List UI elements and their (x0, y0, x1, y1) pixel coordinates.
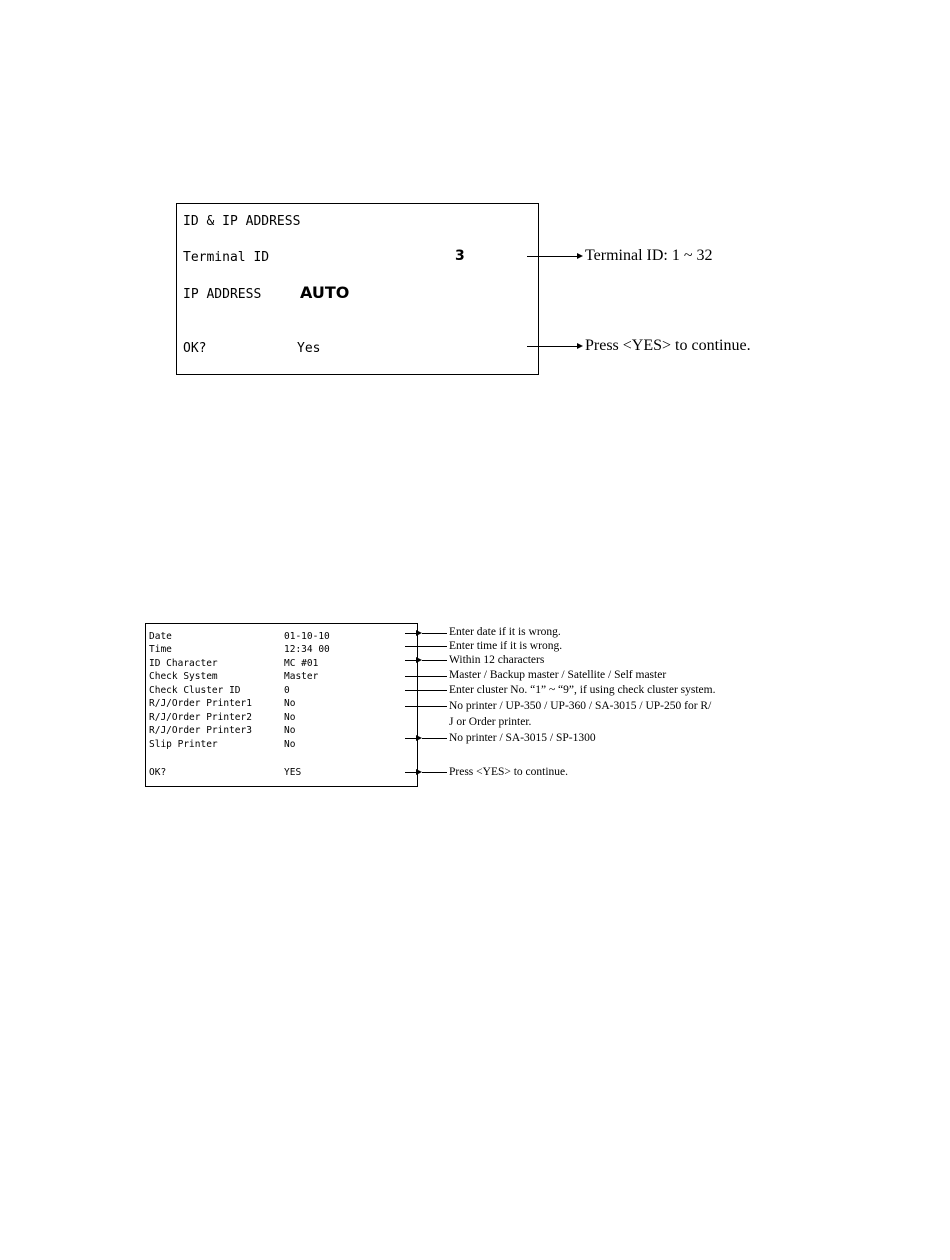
callout-line (405, 772, 416, 773)
callout-line (422, 660, 447, 661)
printer1-label: R/J/Order Printer1 (149, 698, 252, 709)
note-time: Enter time if it is wrong. (449, 640, 563, 652)
printer3-value[interactable]: No (284, 725, 296, 736)
printer1-value[interactable]: No (284, 698, 296, 709)
screen-title: ID & IP ADDRESS (183, 214, 301, 229)
callout-line (405, 738, 416, 739)
terminal-id-label: Terminal ID (183, 250, 270, 265)
check-system-label: Check System (149, 671, 218, 682)
terminal-id-value[interactable]: 3 (455, 248, 465, 264)
check-system-value[interactable]: Master (284, 671, 319, 682)
ok-value[interactable]: Yes (297, 341, 321, 356)
callout-line (422, 633, 447, 634)
arrow-icon (577, 253, 583, 259)
note-check-cluster: Enter cluster No. “1” ~ “9”, if using check cluster system. (449, 684, 716, 696)
ok-label: OK? (149, 767, 167, 778)
note-date: Enter date if it is wrong. (449, 626, 561, 638)
ip-address-value[interactable]: AUTO (300, 283, 350, 302)
callout-line (527, 346, 577, 347)
check-cluster-id-value[interactable]: 0 (284, 685, 290, 696)
ip-address-label: IP ADDRESS (183, 287, 262, 302)
id-character-label: ID Character (149, 658, 218, 669)
time-value[interactable]: 12:34 00 (284, 644, 330, 655)
note-id-character: Within 12 characters (449, 654, 545, 666)
note-rj-printer-cont: J or Order printer. (449, 716, 532, 728)
callout-line (422, 772, 447, 773)
ok-value[interactable]: YES (284, 767, 302, 778)
arrow-icon (577, 343, 583, 349)
slip-printer-label: Slip Printer (149, 739, 218, 750)
note-press-yes: Press <YES> to continue. (585, 337, 751, 354)
date-label: Date (149, 631, 172, 642)
note-rj-printer: No printer / UP-350 / UP-360 / SA-3015 / UP-250 for R/ (449, 700, 712, 712)
callout-line (405, 646, 447, 647)
callout-line (405, 660, 416, 661)
date-value[interactable]: 01-10-10 (284, 631, 330, 642)
slip-printer-value[interactable]: No (284, 739, 296, 750)
note-check-system: Master / Backup master / Satellite / Self master (449, 669, 667, 681)
callout-line (422, 738, 447, 739)
callout-line (405, 690, 447, 691)
printer2-label: R/J/Order Printer2 (149, 712, 252, 723)
printer2-value[interactable]: No (284, 712, 296, 723)
callout-line (405, 706, 447, 707)
printer3-label: R/J/Order Printer3 (149, 725, 252, 736)
note-press-yes-2: Press <YES> to continue. (449, 766, 569, 778)
setup-parameters-screen (145, 623, 418, 787)
note-slip-printer: No printer / SA-3015 / SP-1300 (449, 732, 596, 744)
id-character-value[interactable]: MC #01 (284, 658, 319, 669)
callout-line (405, 676, 447, 677)
time-label: Time (149, 644, 172, 655)
note-terminal-id: Terminal ID: 1 ~ 32 (585, 247, 713, 264)
check-cluster-id-label: Check Cluster ID (149, 685, 241, 696)
callout-line (527, 256, 577, 257)
ok-label: OK? (183, 341, 207, 356)
callout-line (405, 633, 416, 634)
id-ip-address-screen (176, 203, 539, 375)
